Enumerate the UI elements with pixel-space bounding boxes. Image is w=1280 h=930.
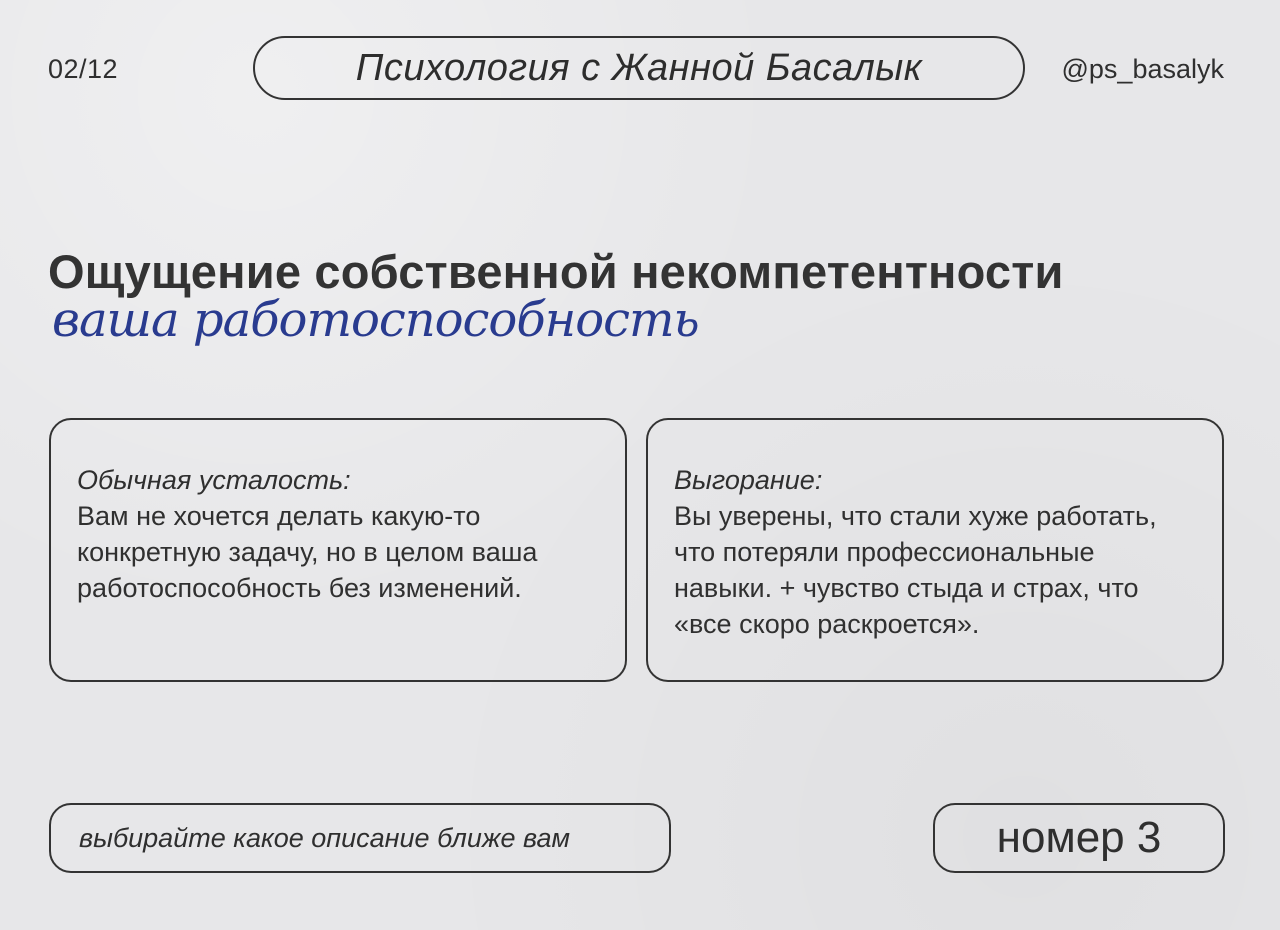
card-line: конкретную задачу, но в целом ваша xyxy=(77,537,538,567)
card-body xyxy=(77,498,601,606)
page-title: Ощущение собственной некомпетентности xyxy=(48,245,1064,298)
card-title: Обычная усталость: xyxy=(77,465,351,495)
card-title: Выгорание: xyxy=(674,465,823,495)
card-line: что потеряли профессиональные xyxy=(674,537,1095,567)
card-line: Вы уверены, что стали хуже работать, xyxy=(674,501,1157,531)
instruction-pill: выбирайте какое описание ближе вам xyxy=(49,803,671,873)
script-subtitle: ваша работоспособность xyxy=(52,292,699,348)
card-line: работоспособность без изменений. xyxy=(77,573,522,603)
card-body xyxy=(674,498,1198,642)
card-normal-fatigue xyxy=(49,418,627,682)
series-title-pill: Психология с Жанной Басалык xyxy=(253,36,1025,100)
social-handle: @ps_basalyk xyxy=(1061,54,1224,84)
number-pill: номер 3 xyxy=(933,803,1225,873)
card-line: навыки. + чувство стыда и страх, что xyxy=(674,573,1139,603)
card-line: «все скоро раскроется». xyxy=(674,609,980,639)
card-line: Вам не хочется делать какую-то xyxy=(77,501,481,531)
page-counter: 02/12 xyxy=(48,54,119,84)
card-burnout xyxy=(646,418,1224,682)
